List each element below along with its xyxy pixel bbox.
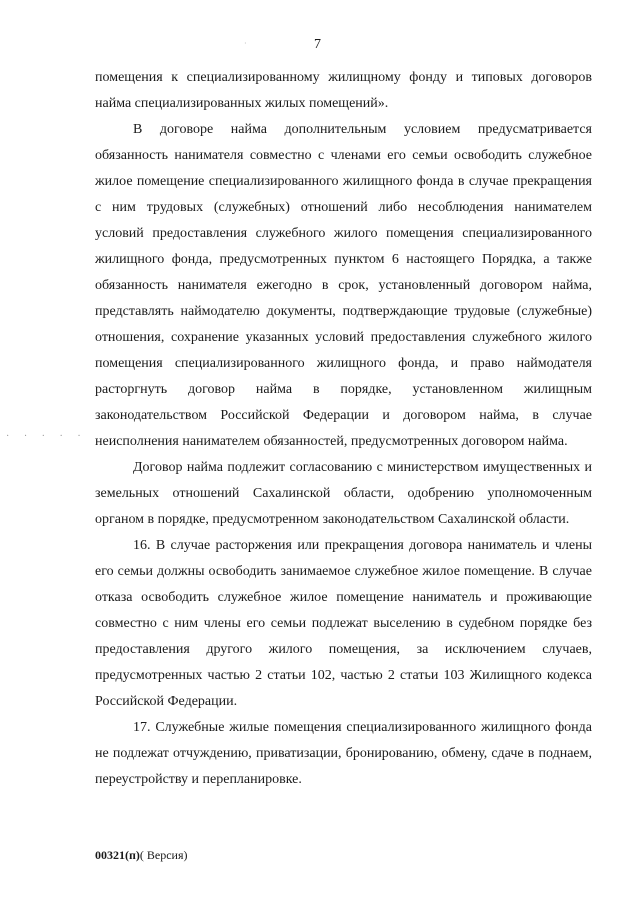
- paragraph-item-16: 16. В случае расторжения или прекращения договора наниматель и члены его семьи должны освободить занимаемое служебное жилое помещение. В случае отказа освободить служебное жилое помещение наниматель и проживающие совместно с ним члены его семьи подлежат выселению в судебном порядке без предоставления другого жилого помещения, за исключением случаев, предусмотренных частью 2 статьи 102, частью 2 статьи 103 Жилищного кодекса Российской Федерации.: [95, 538, 592, 709]
- document-footer: [95, 848, 188, 862]
- paragraph-continuation: помещения к специализированному жилищному фонду и типовых договоров найма специализированных жилых помещений».: [95, 70, 592, 111]
- document-version: ( Версия): [139, 848, 188, 862]
- document-code: 00321(п): [95, 848, 140, 862]
- paragraph-lease-approval: Договор найма подлежит согласованию с министерством имущественных и земельных отношений Сахалинской области, одобрению уполномоченным органом в порядке, предусмотренном законодательством Сахалинской области.: [95, 460, 592, 527]
- paragraph-item-17: 17. Служебные жилые помещения специализированного жилищного фонда не подлежат отчуждению, приватизации, бронированию, обмену, сдаче в поднаем, переустройству и перепланировке.: [95, 720, 592, 787]
- scan-speck: ·: [244, 39, 247, 48]
- paragraph-lease-conditions: В договоре найма дополнительным условием предусматривается обязанность нанимателя совместно с членами его семьи освободить служебное жилое помещение специализированного жилищного фонда в случае прекращения с ним трудовых (служебных) отношений либо несоблюдения нанимателем условий предоставления служебного жилого помещения специализированного жилищного фонда, предусмотренных пунктом 6 настоящего Порядка, а также обязанность нанимателя ежегодно в срок, установленный договором найма, представлять наймодателю документы, подтверждающие трудовые (служебные) отношения, сохранение указанных условий предоставления служебного жилого помещения специализированного жилищного фонда, и право наймодателя расторгнуть договор найма в порядке, установленном жилищным законодательством Российской Федерации и договором найма, в случае неисполнения нанимателем обязанностей, предусмотренных договором найма.: [95, 122, 592, 449]
- margin-scan-marks: · · · · ·: [6, 431, 87, 442]
- document-body: [95, 65, 592, 793]
- page-number: 7: [314, 37, 321, 52]
